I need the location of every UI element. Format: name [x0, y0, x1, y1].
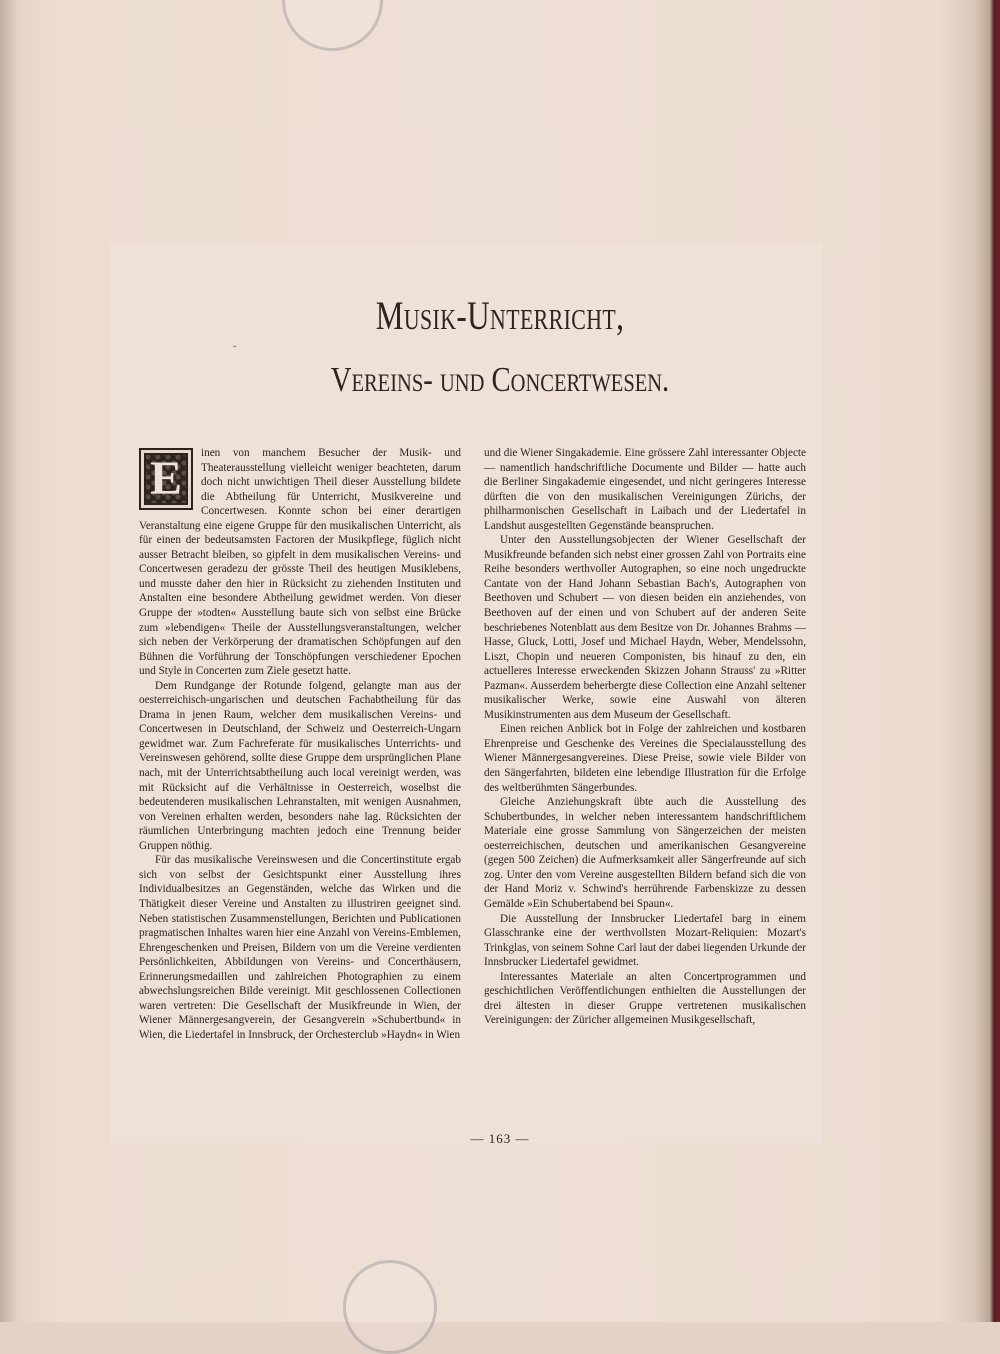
- ink-mark: ˇ: [233, 345, 237, 356]
- page-clip-bottom: [343, 1260, 437, 1354]
- paragraph: E inen von manchem Besucher der Musik- und Theaterausstellung vielleicht weniger beachteten, darum doch nicht unwichtigen Theil dieser Ausstellung bildete die Abtheilung für Unterricht, Musikvereine und Concertwesen. Konnte schon bei einer derartigen Veranstaltung eine eigene Gruppe für den musikalischen Unterricht, als für einen der bedeutsamsten Factoren der Musikpflege, füglich nicht ausser Betracht bleiben, so gipfelt in dem musikalischen Vereins- und Concertwesen geradezu der grösste Theil des heutigen Musiklebens, und musste daher den hier in Rücksicht zu ziehenden Instituten und Anstalten eine besondere Abtheilung gewidmet werden. Von dieser Gruppe der »todten« Ausstellung baute sich von selbst eine Brücke zum »lebendigen« Theile der Ausstellungsveranstaltungen, welcher sich neben der Verkörperung der dramatischen Schöpfungen auf den Bühnen die Vorführung der Tonschöpfungen verschiedener Epochen und Style in Concerten zum Ziele gesetzt hatte.: [139, 447, 461, 678]
- title-line-2: Vereins- und Concertwesen.: [330, 360, 670, 399]
- paragraph: Dem Rundgange der Rotunde folgend, gelangte man aus der oesterreichisch-ungarischen und deutschen Fachabtheilung für das Drama in jenen Raum, welcher dem musikalischen Vereins- und Concertwesen in Deutschland, der Schweiz und Oesterreich-Ungarn gewidmet war. Zum Fachreferate für musikalisches Unterrichts- und Vereinswesen gehörend, sollte diese Gruppe dem ursprünglichen Plane nach, mit der Unterrichtsabtheilung auch local vereinigt werden, was mit Rücksicht auf die Verhältnisse in Oesterreich, woselbst die bedeutenderen musikalischen Lehranstalten, mit wenigen Ausnahmen, von Vereinen erhalten werden, besonders nahe lag. Rücksichten der räumlichen Unterbringung machten jedoch eine Trennung beider Gruppen nöthig.: [139, 679, 461, 852]
- paragraph: Unter den Ausstellungsobjecten der Wiener Gesellschaft der Musikfreunde befanden sich nebst einer grossen Zahl von Portraits eine Reihe besonders werthvoller Autographen, so eine noch ungedruckte Cantate von der Hand Johann Sebastian Bach's, Autographen von Beethoven und Schubert — von diesen beiden ein anziehendes, von Beethoven auf der einen und von Schubert auf der anderen Seite beschriebenes Notenblatt aus dem Besitze von Dr. Johannes Brahms — Hasse, Gluck, Lotti, Josef und Michael Haydn, Weber, Mendelssohn, Liszt, Chopin und neueren Componisten, bis hinauf zu den, ein actuelleres Interesse erweckenden Skizzen Johann Strauss' zu »Ritter Pazman«. Ausserdem beherbergte diese Collection eine Anzahl seltener musikalischer Werke, sowie eine Auswahl von älteren Musikinstrumenten aus dem Museum der Gesellschaft.: [484, 534, 806, 721]
- paragraph: und die Wiener Singakademie. Eine grössere Zahl interessanter Objecte — namentlich handschriftliche Documente und Bilder — hatte auch die Berliner Singakademie eingesendet, und nicht geringeres Interesse dürften die von den musikalischen Vereinigungen Zürichs, der philharmonischen Gesellschaft in Laibach und der Liedertafel in Landshut ausgestellten Gegenstände beanspruchen.: [484, 447, 806, 532]
- paragraph: Für das musikalische Vereinswesen und die Concertinstitute ergab sich von selbst der Gesichtspunkt einer Ausstellung ihres Individualbesitzes an Gegenständen, welche das Wirken und die Thätigkeit dieser Vereine und Anstalten zu illustriren geeignet sind. Neben statistischen Zusammenstellungen, Berichten und Publicationen pragmatischen Inhaltes waren hier eine Anzahl von Vereins-Emblemen, Ehrengeschenken und Preisen, Bildern von um die Vereine verdienten Persönlichkeiten, Abbildungen von Vereins- und Concerthäusern, Erinnerungsmedaillen und zahlreichen Photographien zu einem abwechslungsreichen Bilde vereinigt. Mit geschlossenen Collectionen waren vertreten: Die Gesellschaft der Musikfreunde in Wien, der Wiener Männergesangverein, der Gesangverein »Schubertbund« in Wien, die Liedertafel in Innsbruck, der Orchesterclub »Haydn« in Wien: [139, 854, 461, 1041]
- paragraph: Gleiche Anziehungskraft übte auch die Ausstellung des Schubertbundes, in welcher neben interessantem handschriftlichem Materiale eine grosse Sammlung von Sängerzeichen der meisten oesterreichischen, deutschen und amerikanischen Gesangvereine (gegen 500 Zeichen) die Aufmerksamkeit aller Sängerfreunde auf sich zog. Unter den vom Vereine ausgestellten Bildern befand sich die von der Hand Moriz v. Schwind's herrührende Farbenskizze zu dessen Gemälde »Ein Schubertabend bei Spaun«.: [484, 796, 806, 910]
- title-line-1: Musik-Unterricht,: [375, 293, 625, 338]
- right-column: [484, 446, 806, 1028]
- page-number: — 163 —: [470, 1131, 530, 1146]
- paragraph: Einen reichen Anblick bot in Folge der zahlreichen und kostbaren Ehrenpreise und Geschenke des Vereines die Specialausstellung des Wiener Männergesangvereines. Diese Preise, sowie viele Bilder von den Sängerfahrten, bildeten eine lebendige Illustration für die Erfolge des weltberühmten Sängerbundes.: [484, 723, 806, 794]
- paragraph: Interessantes Materiale an alten Concertprogrammen und geschichtlichen Veröffentlichungen enthielten die Ausstellungen der drei ältesten in dieser Gruppe vertretenen musikalischen Vereinigungen: der Züricher allgemeinen Musikgesellschaft,: [484, 970, 806, 1027]
- paragraph: Die Ausstellung der Innsbrucker Liedertafel barg in einem Glasschranke eine der werthvollsten Mozart-Reliquien: Mozart's Trinkglas, von seinem Sohne Carl laut der dabei liegenden Urkunde der Innsbrucker Liedertafel gewidmet.: [484, 912, 806, 969]
- left-column: [139, 446, 461, 1042]
- dropcap-initial: E: [139, 448, 193, 510]
